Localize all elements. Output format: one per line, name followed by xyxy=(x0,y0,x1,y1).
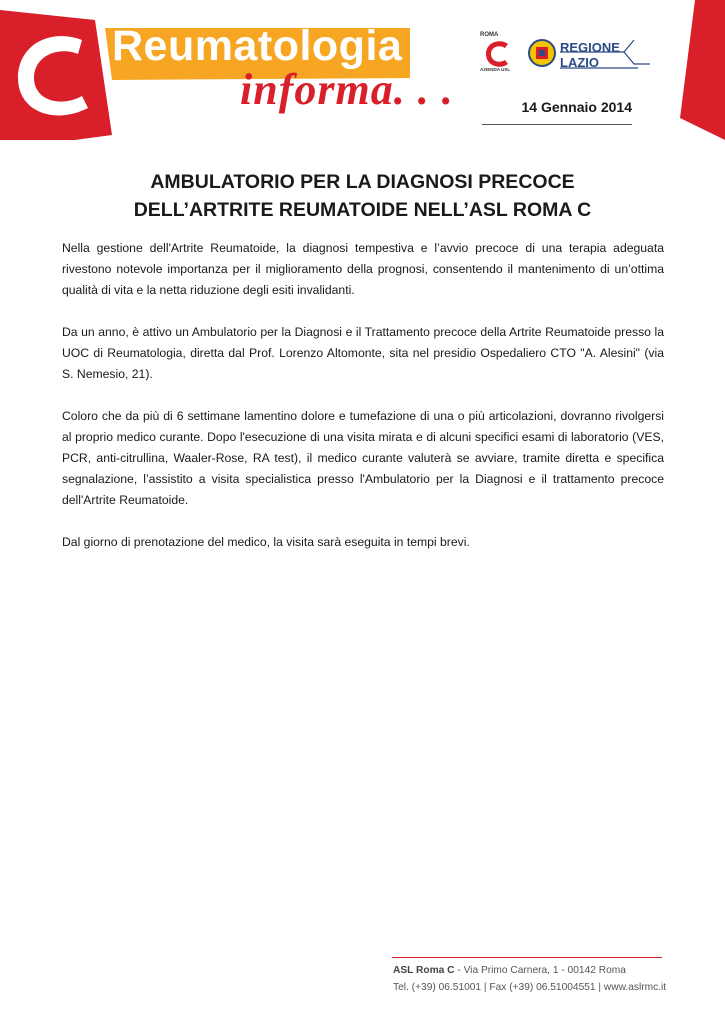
document-title xyxy=(60,168,665,224)
title-line-2: DELL’ARTRITE REUMATOIDE NELL’ASL ROMA C xyxy=(133,199,592,221)
paragraph: Dal giorno di prenotazione del medico, la visita sarà eseguita in tempi brevi. xyxy=(62,535,470,549)
right-red-wedge xyxy=(680,0,725,140)
paragraph: Nella gestione dell'Artrite Reumatoide, la diagnosi tempestiva e l’avvio precoce di una terapia adeguata rivestono notevole importanza per il miglioramento della prognosi, consentendo il mantenimento di un’ottima qualità di vita e la netta riduzione degli esiti invalidanti. xyxy=(62,241,664,297)
region-emblem-icon xyxy=(527,38,557,68)
asl-logo xyxy=(478,34,520,79)
asl-logo-sub: AZIENDA USL xyxy=(480,67,511,72)
document-date: 14 Gennaio 2014 xyxy=(521,99,632,115)
footer-contacts: Tel. (+39) 06.51001 | Fax (+39) 06.51004551 | www.aslrmc.it xyxy=(393,982,667,993)
brand-subtitle: informa. . . xyxy=(240,65,454,114)
document-body xyxy=(62,238,664,574)
date-divider xyxy=(482,124,632,125)
title-line-1: AMBULATORIO PER LA DIAGNOSI PRECOCE xyxy=(150,171,575,193)
region-name-line2: LAZIO xyxy=(560,55,599,70)
footer-address xyxy=(393,965,626,976)
paragraph: Coloro che da più di 6 settimane lamentino dolore e tumefazione di una o più articolazioni, dovranno rivolgersi al proprio medico curante. Dopo l'esecuzione di una visita mirata e di alcuni specifici esami di laboratorio (VES, PCR, anti-citrullina, Waaler-Rose, RA test), il medico curante valuterà se avviare, tramite diretta e specifica segnalazione, l’assistito a visita specialistica presso l'Ambulatorio per la Diagnosi e il trattamento precoce dell'Artrite Reumatoide. xyxy=(62,409,664,507)
region-name-line1: REGIONE xyxy=(560,40,620,55)
asl-logo-name: ROMA xyxy=(480,32,499,38)
footer-org: ASL Roma C xyxy=(393,965,455,976)
paragraph: Da un anno, è attivo un Ambulatorio per la Diagnosi e il Trattamento precoce della Artrite Reumatoide presso la UOC di Reumatologia, diretta dal Prof. Lorenzo Altomonte, sita nel presidio Ospedaliero CTO "A. Alesini" (via S. Nemesio, 21). xyxy=(62,325,664,381)
region-underline-icon xyxy=(560,36,650,72)
footer-divider xyxy=(392,957,662,958)
footer-address-text: - Via Primo Carnera, 1 - 00142 Roma xyxy=(454,965,626,976)
left-red-wedge xyxy=(0,10,112,140)
brand-title: Reumatologia xyxy=(112,22,403,70)
